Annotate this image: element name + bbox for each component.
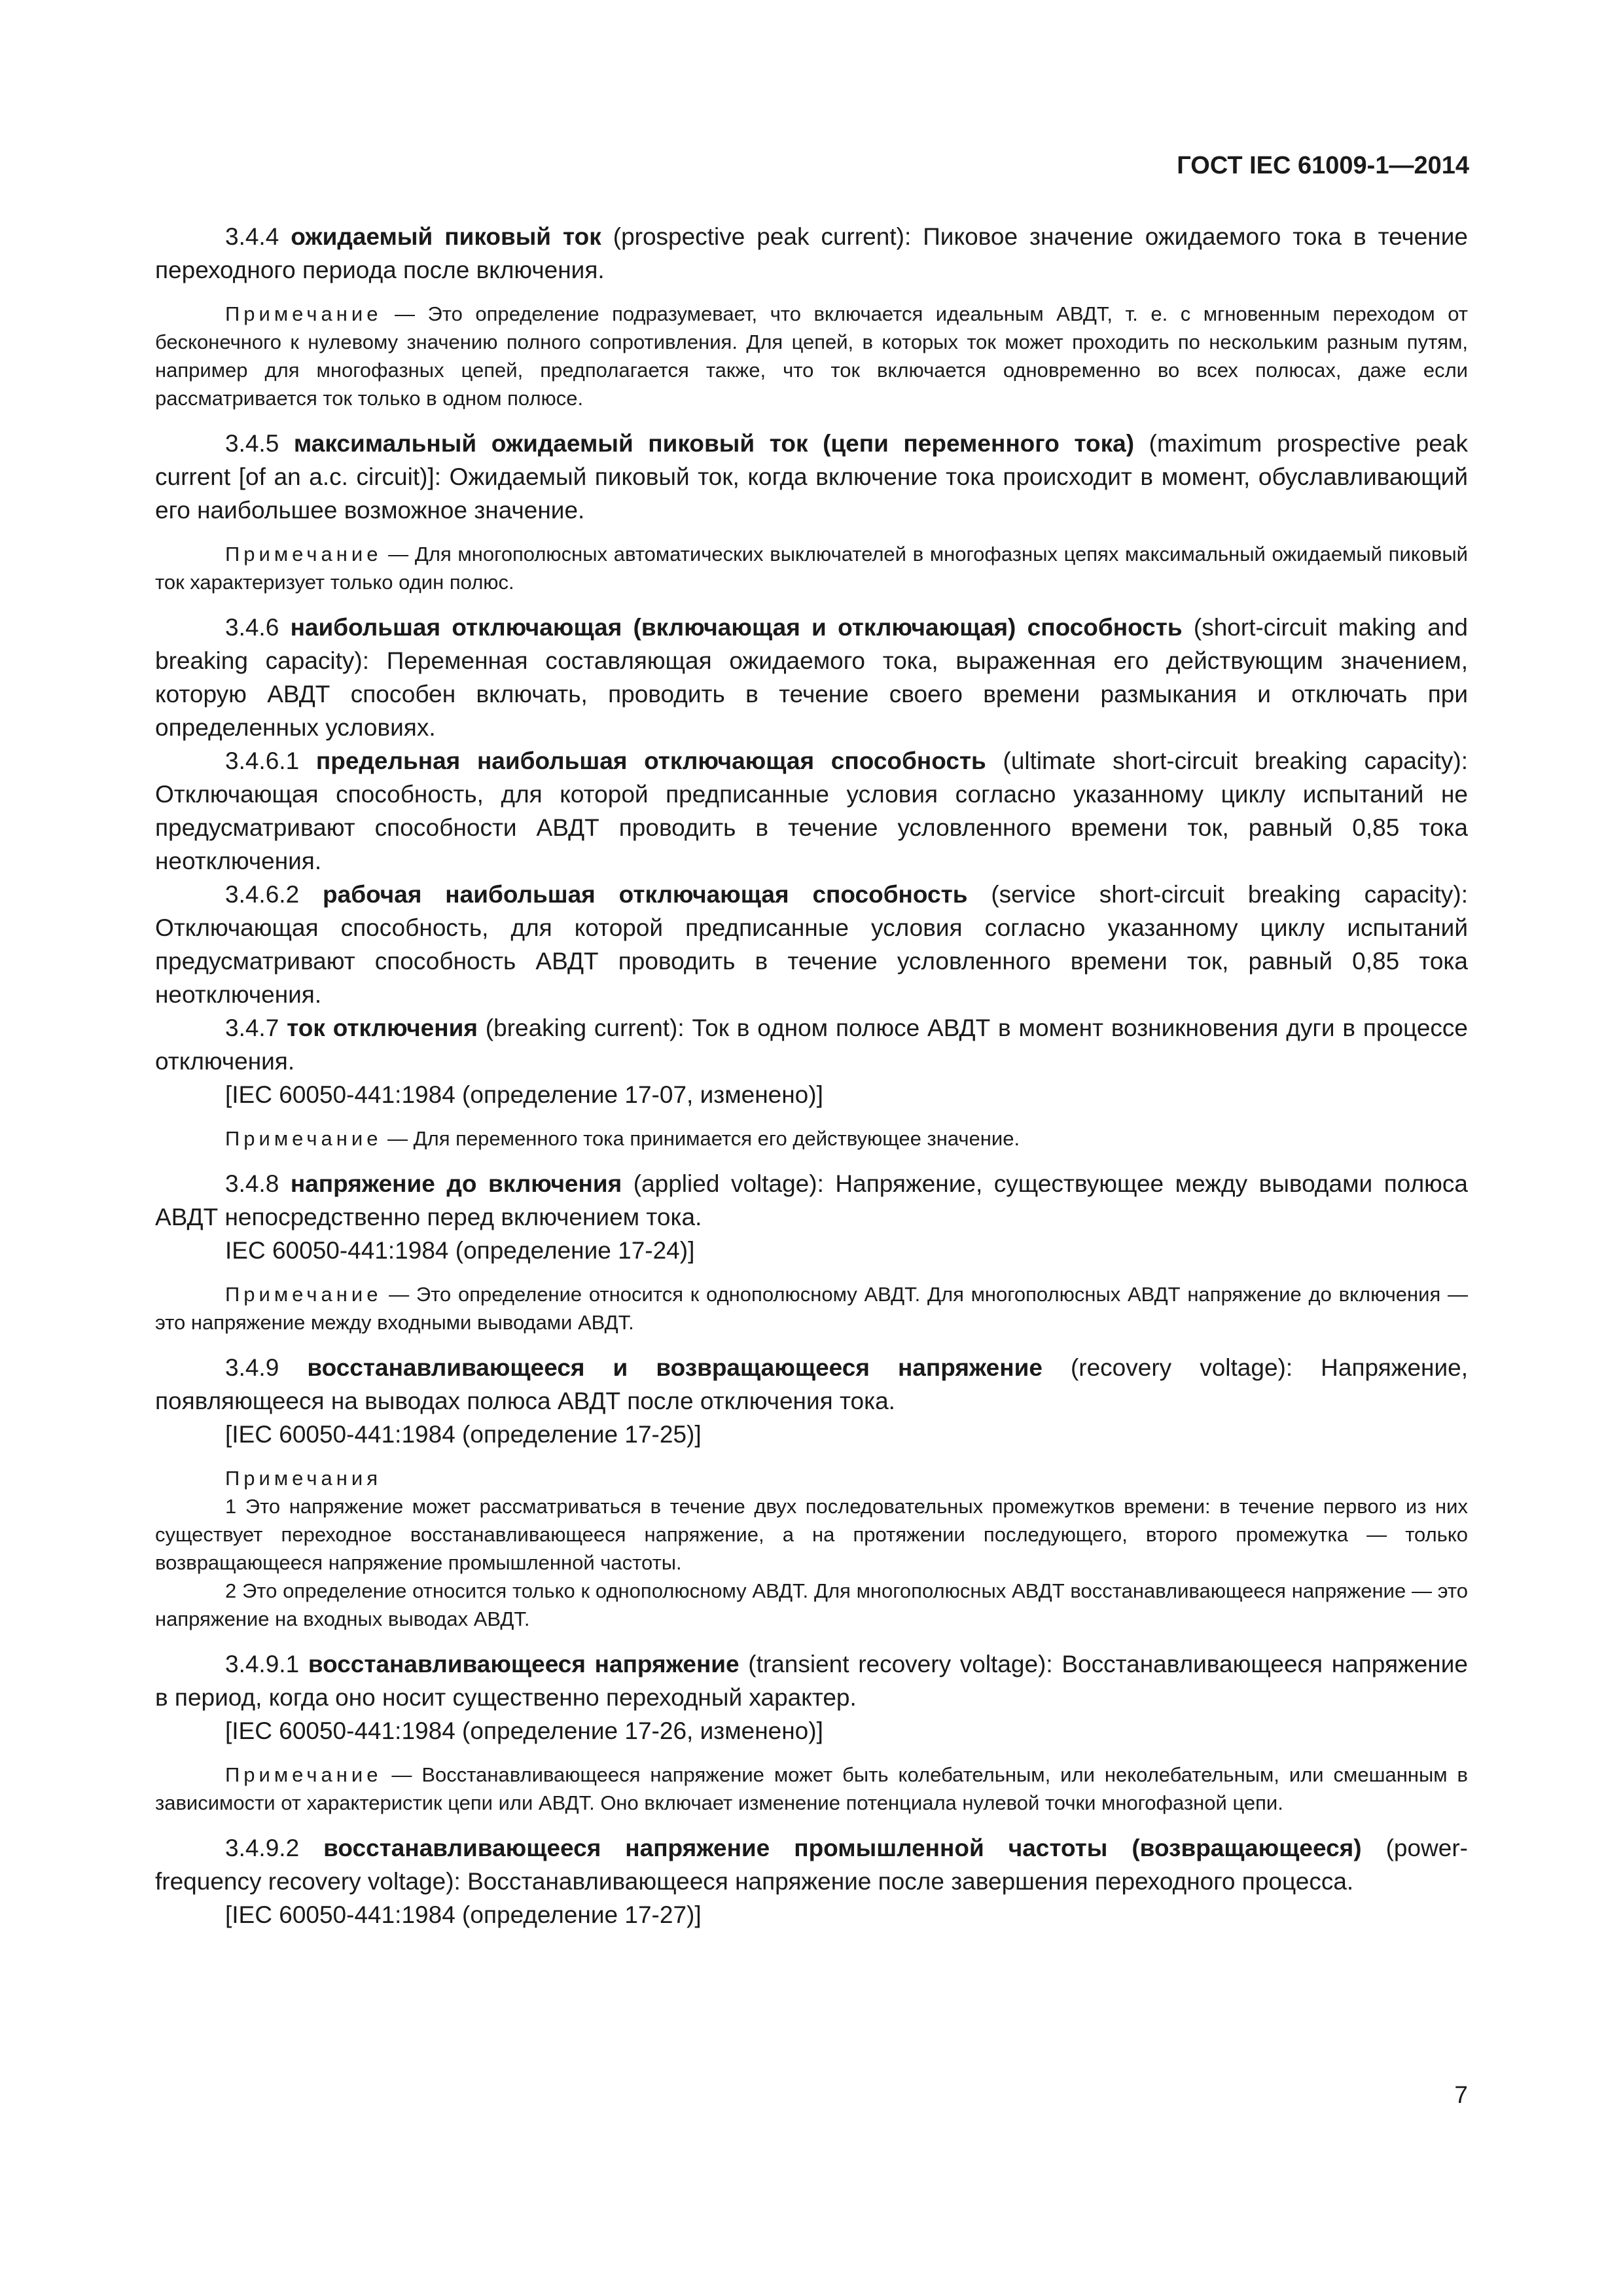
- term: ток отключения: [287, 1014, 478, 1041]
- clause-3-4-8: [155, 1167, 1468, 1234]
- notes-3-4-9: [155, 1464, 1468, 1633]
- term: рабочая наибольшая отключающая способность: [323, 881, 968, 908]
- clause-3-4-6-1: [155, 744, 1468, 878]
- clause-number: 3.4.4: [225, 223, 291, 250]
- clause-3-4-5: [155, 427, 1468, 527]
- note-label: Примечание: [225, 302, 382, 325]
- page-number: 7: [1454, 2081, 1468, 2108]
- document-body: [155, 220, 1468, 1931]
- definition: (applied voltage): Напряжение, существующее между выводами полюса АВДТ непосредственно перед включением тока.: [155, 1170, 1468, 1230]
- clause-number: 3.4.6.1: [225, 747, 316, 774]
- definition: (service short-circuit breaking capacity): Отключающая способность, для которой предписанные условия согласно указанному циклу испытаний предусматривают способность АВДТ проводить в течение условленного времени ток, равный 0,85 тока неотключения.: [155, 881, 1468, 1008]
- definition: (maximum prospective peak current [of an a.c. circuit)]: Ожидаемый пиковый ток, когда включение тока происходит в момент, обуславливающий его наибольшее возможное значение.: [155, 430, 1468, 524]
- dash: —: [382, 1127, 414, 1150]
- clause-3-4-9-1: [155, 1647, 1468, 1714]
- note-text: Это определение подразумевает, что включается идеальным АВДТ, т. е. с мгновенным переходом от бесконечного к нулевому значению полного сопротивления. Для цепей, в которых ток может проходить по нескольким разным путям, например для многофазных цепей, предполагается также, что ток включается одновременно во всех полюсах, даже если рассматривается ток только в одном полюсе.: [155, 302, 1468, 410]
- dash: —: [382, 1763, 422, 1786]
- note-label: Примечание: [225, 1283, 382, 1306]
- definition: (short-circuit making and breaking capacity): Переменная составляющая ожидаемого тока, выраженная его действующим значением, которую АВДТ способен включать, проводить в течение своего времени размыкания и отключать при определенных условиях.: [155, 614, 1468, 741]
- clause-3-4-6: [155, 611, 1468, 744]
- note-item-2: 2 Это определение относится только к однополюсному АВДТ. Для многополюсных АВДТ восстанавливающееся напряжение — это напряжение на входных выводах АВДТ.: [155, 1579, 1468, 1630]
- note-label: Примечание: [225, 1763, 382, 1786]
- term: восстанавливающееся напряжение промышленной частоты (возвращающееся): [323, 1835, 1362, 1861]
- clause-3-4-6-2: [155, 878, 1468, 1011]
- definition: (ultimate short-circuit breaking capacity): Отключающая способность, для которой предписанные условия согласно указанному циклу испытаний не предусматривают способности АВДТ проводить в течение условленного времени ток, равный 0,85 тока неотключения.: [155, 747, 1468, 874]
- note-3-4-9-1: [155, 1761, 1468, 1817]
- note-3-4-5: [155, 540, 1468, 596]
- term: ожидаемый пиковый ток: [291, 223, 601, 250]
- term: напряжение до включения: [290, 1170, 622, 1197]
- clause-3-4-9: [155, 1351, 1468, 1418]
- note-3-4-4: [155, 300, 1468, 412]
- reference-3-4-9-2: [IEC 60050-441:1984 (определение 17-27)]: [225, 1901, 702, 1928]
- term: максимальный ожидаемый пиковый ток (цепи переменного тока): [293, 430, 1135, 457]
- note-label: Примечание: [225, 1127, 382, 1150]
- clause-3-4-7: [155, 1011, 1468, 1078]
- clause-number: 3.4.8: [225, 1170, 291, 1197]
- document-header: ГОСТ IEC 61009-1—2014: [1177, 152, 1469, 179]
- definition: (prospective peak current): Пиковое значение ожидаемого тока в течение переходного периода после включения.: [155, 223, 1468, 283]
- note-3-4-7: [155, 1124, 1468, 1153]
- definition: (recovery voltage): Напряжение, появляющееся на выводах полюса АВДТ после отключения тока.: [155, 1354, 1468, 1414]
- dash: —: [382, 1283, 416, 1306]
- reference-3-4-9-1: [IEC 60050-441:1984 (определение 17-26, изменено)]: [225, 1717, 823, 1744]
- term: предельная наибольшая отключающая способность: [315, 747, 986, 774]
- definition: (breaking current): Ток в одном полюсе АВДТ в момент возникновения дуги в процессе отключения.: [155, 1014, 1468, 1075]
- note-text: Это определение относится к однополюсному АВДТ. Для многополюсных АВДТ напряжение до включения — это напряжение между входными выводами АВДТ.: [155, 1283, 1468, 1334]
- clause-number: 3.4.5: [225, 430, 294, 457]
- term: восстанавливающееся напряжение: [308, 1651, 740, 1677]
- term: восстанавливающееся и возвращающееся напряжение: [307, 1354, 1043, 1381]
- note-label: Примечание: [225, 543, 382, 565]
- dash: —: [382, 543, 415, 565]
- term: наибольшая отключающая (включающая и отключающая) способность: [290, 614, 1183, 641]
- clause-number: 3.4.6.2: [225, 881, 323, 908]
- definition: (power-frequency recovery voltage): Восстанавливающееся напряжение после завершения переходного процесса.: [155, 1835, 1468, 1895]
- reference-3-4-8: IEC 60050-441:1984 (определение 17-24)]: [225, 1237, 695, 1264]
- clause-number: 3.4.6: [225, 614, 291, 641]
- clause-3-4-4: [155, 220, 1468, 287]
- note-3-4-8: [155, 1280, 1468, 1336]
- definition: (transient recovery voltage): Восстанавливающееся напряжение в период, когда оно носит существенно переходный характер.: [155, 1651, 1468, 1711]
- clause-number: 3.4.9.1: [225, 1651, 308, 1677]
- note-text: Для многополюсных автоматических выключателей в многофазных цепях максимальный ожидаемый пиковый ток характеризует только один полюс.: [155, 543, 1468, 594]
- note-text: Восстанавливающееся напряжение может быть колебательным, или неколебательным, или смешанным в зависимости от характеристик цепи или АВДТ. Оно включает изменение потенциала нулевой точки многофазной цепи.: [155, 1763, 1468, 1814]
- clause-number: 3.4.7: [225, 1014, 287, 1041]
- reference-3-4-7: [IEC 60050-441:1984 (определение 17-07, изменено)]: [225, 1081, 823, 1108]
- clause-number: 3.4.9: [225, 1354, 308, 1381]
- clause-number: 3.4.9.2: [225, 1835, 324, 1861]
- clause-3-4-9-2: [155, 1831, 1468, 1898]
- reference-3-4-9: [IEC 60050-441:1984 (определение 17-25)]: [225, 1421, 702, 1448]
- dash: —: [382, 302, 428, 325]
- notes-label: Примечания: [225, 1467, 382, 1490]
- note-text: Для переменного тока принимается его действующее значение.: [413, 1127, 1020, 1150]
- note-item-1: 1 Это напряжение может рассматриваться в течение двух последовательных промежутков времени: в течение первого из них существует переходное восстанавливающееся напряжение, а на протяжении последующего, второго промежутка — только возвращающееся напряжение промышленной частоты.: [155, 1495, 1468, 1574]
